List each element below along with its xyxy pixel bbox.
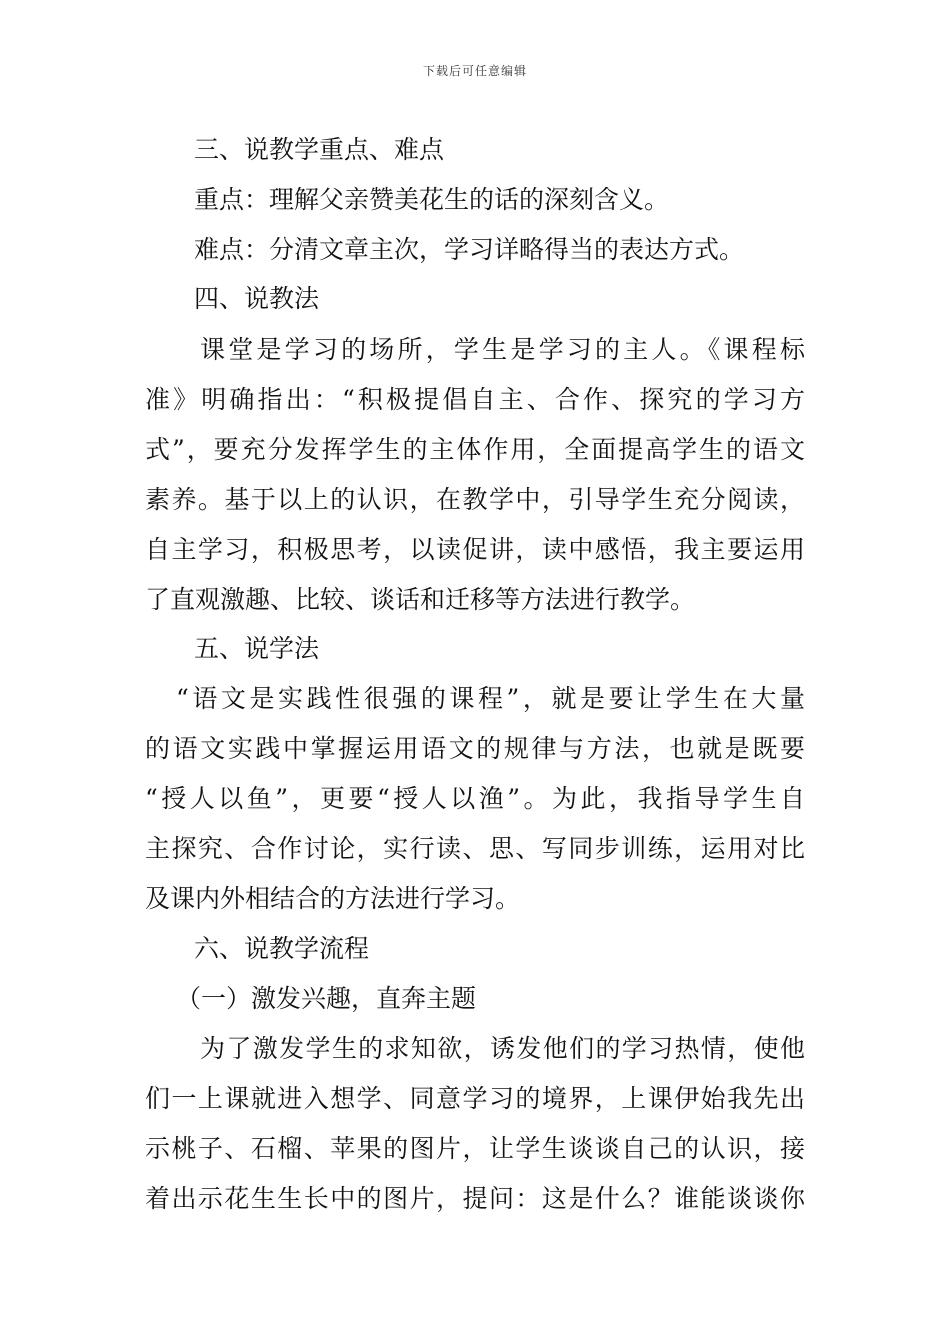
section-heading-5: 五、说学法 [194,634,320,663]
paragraph-line: 课堂是学习的场所，学生是学习的主人。《课程标 [200,335,805,364]
paragraph-line: 自主学习，积极思考，以读促讲，读中感悟，我主要运用 [145,535,805,564]
paragraph-line: 示桃子、石榴、苹果的图片，让学生谈谈自己的认识，接 [145,1134,805,1163]
key-point-line: 重点：理解父亲赞美花生的话的深刻含义。 [194,185,670,214]
page-header: 下载后可任意编辑 [422,64,527,78]
paragraph-line: 素养。基于以上的认识，在教学中，引导学生充分阅读， [145,485,805,514]
paragraph-line: 准》明确指出：“积极提倡自主、合作、探究的学习方 [145,385,805,414]
paragraph-line: “语文是实践性很强的课程”，就是要让学生在大量 [176,684,805,713]
subsection-heading: （一）激发兴趣，直奔主题 [176,984,477,1013]
section-heading-3: 三、说教学重点、难点 [194,135,445,164]
paragraph-line: “授人以鱼”，更要“授人以渔”。为此，我指导学生自 [145,784,805,813]
section-heading-4: 四、说教法 [194,284,320,313]
difficulty-line: 难点：分清文章主次，学习详略得当的表达方式。 [194,235,745,264]
paragraph-line: 的语文实践中掌握运用语文的规律与方法，也就是既要 [145,734,805,763]
paragraph-line: 着出示花生生长中的图片，提问：这是什么？谁能谈谈你 [145,1184,805,1213]
section-heading-6: 六、说教学流程 [194,934,370,963]
paragraph-line: 式”，要充分发挥学生的主体作用，全面提高学生的语文 [145,435,805,464]
paragraph-line: 们一上课就进入想学、同意学习的境界，上课伊始我先出 [145,1084,805,1113]
paragraph-line: 了直观激趣、比较、谈话和迁移等方法进行教学。 [145,585,696,614]
paragraph-line: 为了激发学生的求知欲，诱发他们的学习热情，使他 [200,1034,805,1063]
paragraph-line: 主探究、合作讨论，实行读、思、写同步训练，运用对比 [145,834,805,863]
paragraph-line: 及课内外相结合的方法进行学习。 [145,884,521,913]
